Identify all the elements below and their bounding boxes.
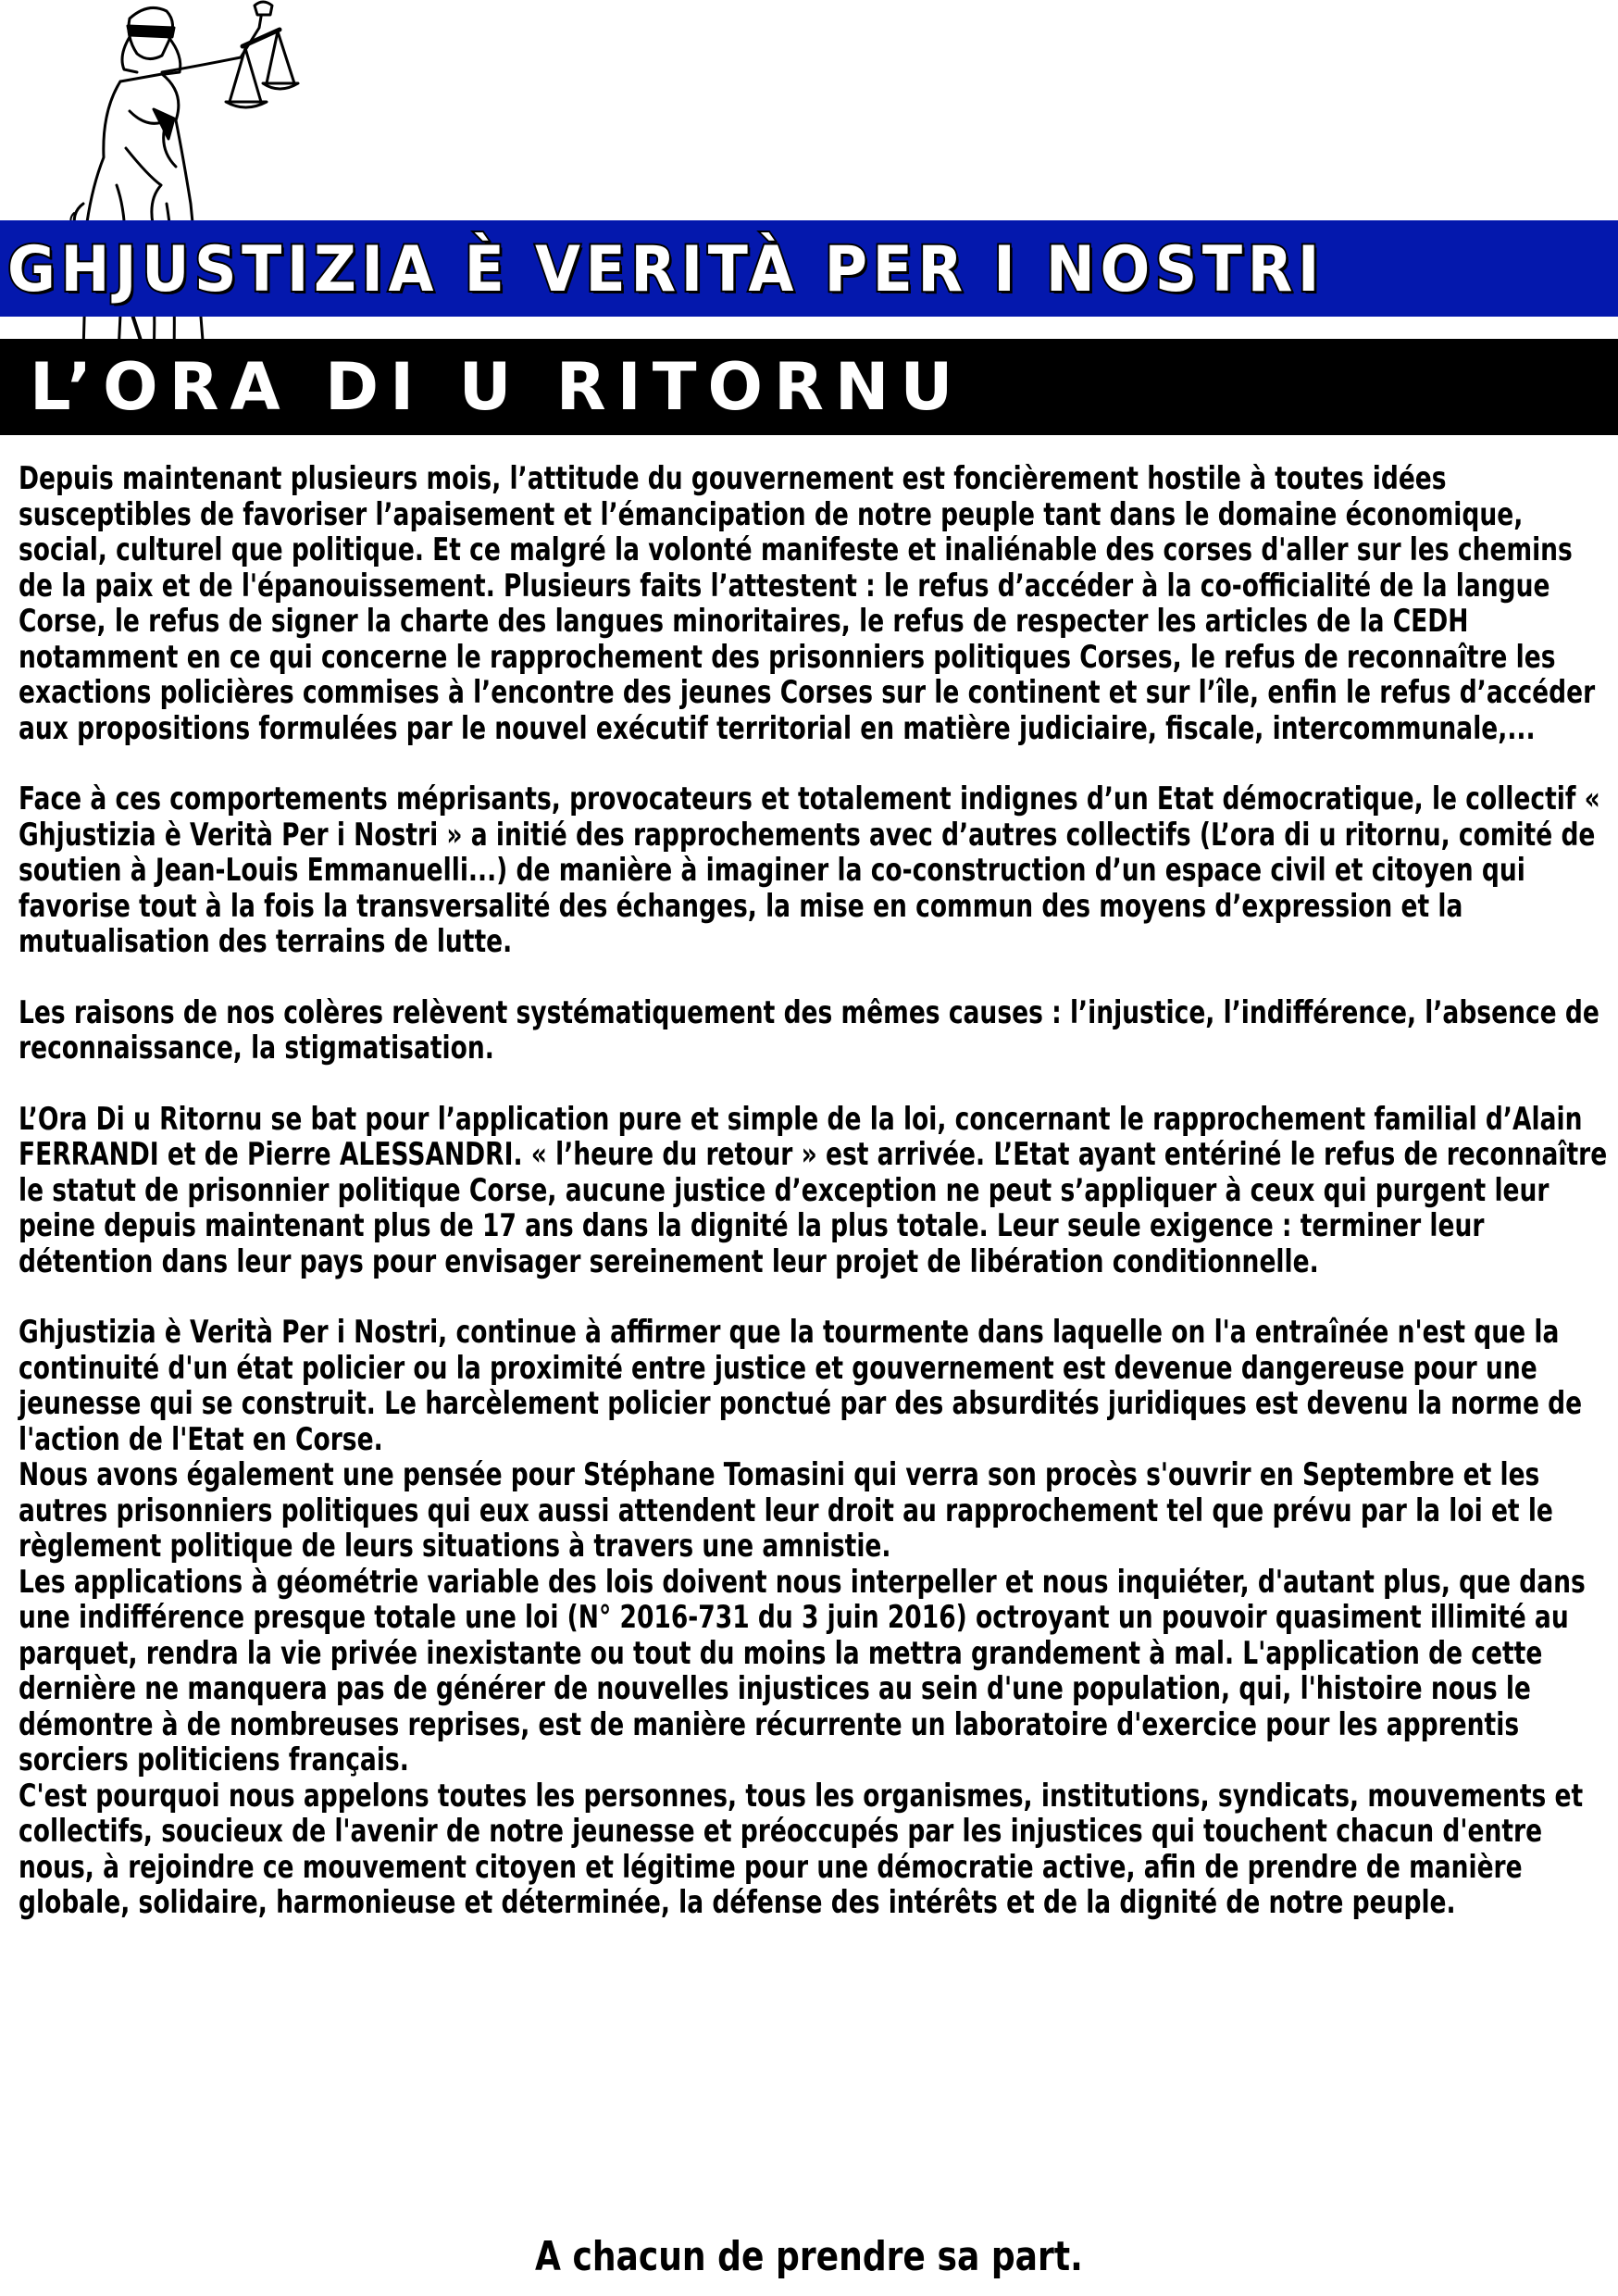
closing-slogan <box>0 2231 1618 2283</box>
paragraph-appel: C'est pourquoi nous appelons toutes les personnes, tous les organismes, institutions, syndicats, mouvements et collectifs, soucieux de l'avenir de notre jeunesse et préoccupés par les injustices qui touchent chacun d'entre nous, à rejoindre ce mouvement citoyen et légitime pour une démocratie active, afin de prendre de manière globale, solidaire, harmonieuse et déterminée, la défense des intérêts et de la dignité de notre peuple. <box>19 1777 1584 1921</box>
paragraph-collective-initiative: Face à ces comportements méprisants, provocateurs et totalement indignes d’un Etat démocratique, le collectif « Ghjustizia è Verità Per i Nostri » a initié des rapprochements avec d’autres collectifs (L’ora di u ritornu, comité de soutien à Jean-Louis Emmanuelli...) de manière à imaginer la co-construction d’un espace civil et citoyen qui favorise tout à la fois la transversalité des échanges, la mise en commun des moyens d’expression et la mutualisation des terrains de lutte. <box>19 780 1600 960</box>
paragraph-tomasini: Nous avons également une pensée pour Stéphane Tomasini qui verra son procès s'ouvrir en Septembre et les autres prisonniers politiques qui eux aussi attendent leur droit au rapprochement tel que prévu par la loi et le règlement politique de leurs situations à travers une amnistie. <box>19 1456 1553 1565</box>
paragraph-ora-di-u-ritornu: L’Ora Di u Ritornu se bat pour l’application pure et simple de la loi, concernant le rapprochement familial d’Alain FERRANDI et de Pierre ALESSANDRI. « l’heure du retour » est arrivée. L’Etat ayant entériné le refus de reconnaître le statut de prisonnier politique Corse, aucune justice d’exception ne peut s’appliquer à ceux qui purgent leur peine depuis maintenant plus de 17 ans dans la dignité la plus totale. Leur seule exigence : terminer leur détention dans leur pays pour envisager sereinement leur projet de libération conditionnelle. <box>19 1100 1608 1280</box>
paragraph-loi-2016: Les applications à géométrie variable des lois doivent nous interpeller et nous inquiéter, d'autant plus, que dans une indifférence presque totale une loi (N° 2016-731 du 3 juin 2016) octroyant un pouvoir quasiment illimité au parquet, rendra la vie privée inexistante ou tout du moins la mettra grandement à mal. L'application de cette dernière ne manquera pas de générer de nouvelles injustices au sein d'une population, qui, l'histoire nous le démontre à de nombreuses reprises, est de manière récurrente un laboratoire d'exercice pour les apprentis sorciers politiciens français. <box>19 1563 1586 1778</box>
body-text <box>19 461 1611 1921</box>
closing-text: A chacun de prendre sa part. <box>535 2233 1083 2280</box>
paragraph-ghjustizia: Ghjustizia è Verità Per i Nostri, continue à affirmer que la tourmente dans laquelle on l'a entraînée n'est que la continuité d'un état policier ou la proximité entre justice et gouvernement est devenue dangereuse pour une jeunesse qui se construit. Le harcèlement policier ponctué par des absurdités juridiques est devenu la norme de l'action de l'Etat en Corse. <box>19 1314 1583 1458</box>
paragraph-causes: Les raisons de nos colères relèvent systématiquement des mêmes causes : l’injustice, l’indifférence, l’absence de reconnaissance, la stigmatisation. <box>19 993 1599 1067</box>
collective-title: GHJUSTIZIA È VERITÀ PER I NOSTRI <box>7 233 1326 306</box>
paragraph-intro: Depuis maintenant plusieurs mois, l’attitude du gouvernement est foncièrement hostile à toutes idées susceptibles de favoriser l’apaisement et l’émancipation de notre peuple tant dans le domaine économique, social, culturel que politique. Et ce malgré la volonté manifeste et inaliénable des corses d'aller sur les chemins de la paix et de l'épanouissement. Plusieurs faits l’attestent : le refus d’accéder à la co-officialité de la langue Corse, le refus de signer la charte des langues minoritaires, le refus de respecter les articles de la CEDH notamment en ce qui concerne le rapprochement des prisonniers politiques Corses, le refus de reconnaître les exactions policières commises à l’encontre des jeunes Corses sur le continent et sur l’île, enfin le refus d’accéder aux propositions formulées par le nouvel exécutif territorial en matière judiciaire, fiscale, intercommunale,... <box>19 460 1596 747</box>
subtitle-title: L’ORA DI U RITORNU <box>30 349 965 425</box>
